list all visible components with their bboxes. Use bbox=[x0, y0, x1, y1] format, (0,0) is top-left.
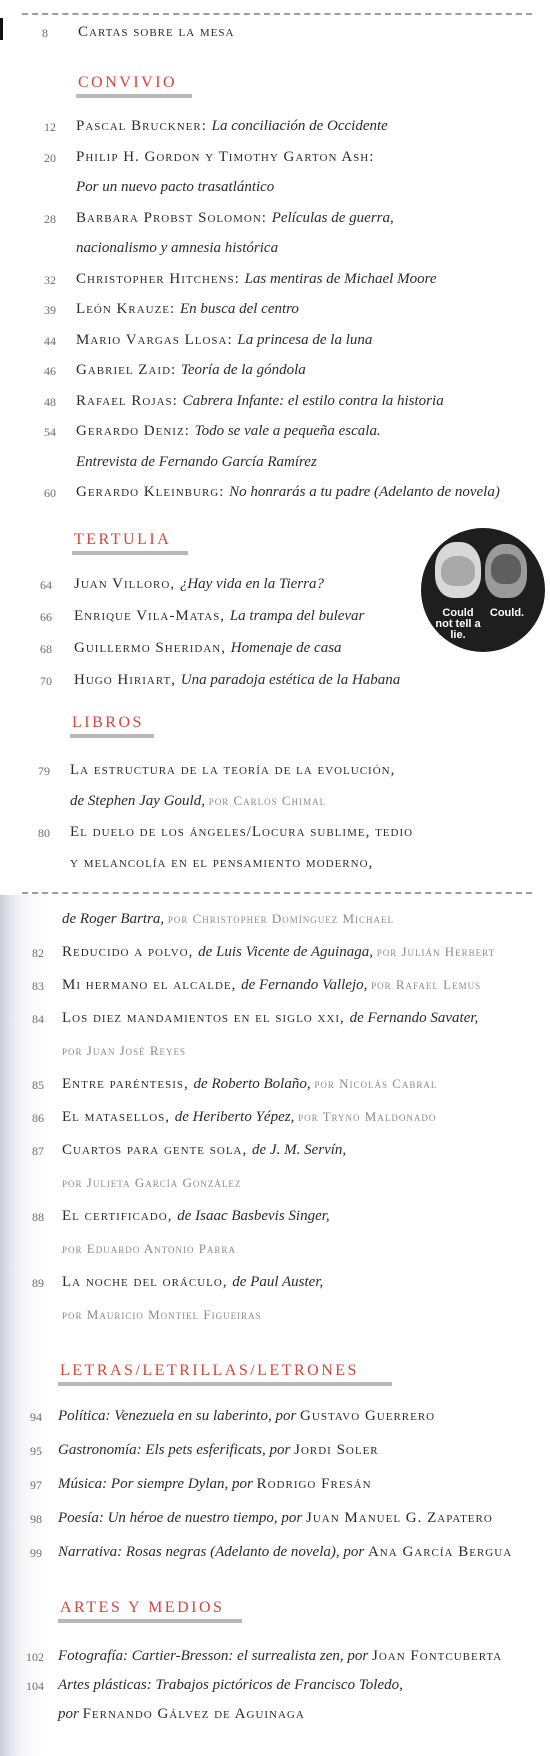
toc-entry bbox=[0, 1544, 550, 1568]
italic-title: Todo se vale a pequeña escala. bbox=[194, 423, 381, 439]
entry-text bbox=[62, 1043, 186, 1060]
author-or-title: Hugo Hiriart, bbox=[74, 672, 181, 688]
section-heading-libros: LIBROS bbox=[72, 714, 144, 731]
italic-title: ¿Hay vida en la Tierra? bbox=[179, 576, 324, 592]
entry-text bbox=[58, 1544, 512, 1561]
section-underline bbox=[72, 551, 188, 555]
page-number: 85 bbox=[32, 1078, 44, 1092]
middle-dashed-rule bbox=[22, 892, 532, 894]
toc-entry bbox=[0, 1175, 550, 1199]
page-number: 70 bbox=[40, 674, 52, 688]
section-underline bbox=[76, 94, 192, 98]
italic-title: Las mentiras de Michael Moore bbox=[244, 270, 437, 287]
entry-text bbox=[62, 1142, 346, 1159]
italic-title: Artes plásticas: Trabajos pictóricos de Francisco Toledo, bbox=[58, 1677, 403, 1693]
author-or-title: Ana García Bergua bbox=[367, 1544, 513, 1560]
entry-text bbox=[70, 824, 413, 841]
author-or-title: Fernando Gálvez de Aguinaga bbox=[82, 1706, 305, 1722]
entry-text bbox=[76, 149, 374, 166]
toc-entry bbox=[0, 1010, 550, 1034]
toc-entry bbox=[0, 271, 550, 295]
toc-entry bbox=[0, 1442, 550, 1466]
page-number: 95 bbox=[30, 1444, 42, 1458]
italic-title: Una paradoja estética de la Habana bbox=[180, 672, 401, 688]
toc-entry bbox=[0, 1274, 550, 1298]
author-or-title: La estructura de la teoría de la evolución, bbox=[70, 762, 396, 778]
entry-text bbox=[62, 1307, 262, 1324]
page-number: 98 bbox=[30, 1512, 42, 1526]
toc-entry bbox=[0, 762, 550, 786]
italic-title: de J. M. Servín, bbox=[252, 1142, 347, 1158]
author-or-title: Barbara Probst Solomon: bbox=[76, 209, 272, 226]
entry-text bbox=[58, 1442, 379, 1459]
page-number: 20 bbox=[44, 150, 56, 165]
author-or-title: Los diez mandamientos en el siglo xxi, bbox=[62, 1010, 350, 1026]
italic-title: Por un nuevo pacto trasatlántico bbox=[76, 179, 275, 195]
author-or-title: Cuartos para gente sola, bbox=[62, 1142, 253, 1158]
entry-text bbox=[74, 672, 400, 689]
author-or-title: Joan Fontcuberta bbox=[372, 1648, 503, 1664]
reviewer-name: por Christopher Domínguez Michael bbox=[167, 911, 395, 926]
italic-title: de Stephen Jay Gould, bbox=[70, 793, 209, 809]
page-number: 83 bbox=[32, 979, 44, 993]
toc-entry bbox=[0, 640, 550, 664]
author-or-title: Mario Vargas Llosa: bbox=[76, 331, 238, 348]
italic-title: Entrevista de Fernando García Ramírez bbox=[76, 453, 317, 470]
entry-text bbox=[78, 24, 234, 41]
toc-entry bbox=[0, 1208, 550, 1232]
author-or-title: Philip H. Gordon y Timothy Garton Ash: bbox=[76, 148, 375, 165]
page-number: 60 bbox=[44, 486, 56, 500]
toc-entry bbox=[0, 1706, 550, 1730]
entry-text bbox=[62, 1241, 236, 1258]
toc-entry bbox=[0, 1142, 550, 1166]
page-number: 66 bbox=[40, 610, 52, 624]
badge-left-caption: Could not tell a lie. bbox=[435, 607, 481, 641]
author-or-title: Gustavo Guerrero bbox=[300, 1408, 436, 1424]
reviewer-name: por Julieta García González bbox=[62, 1175, 242, 1190]
page-number: 84 bbox=[32, 1012, 44, 1026]
italic-title: En busca del centro bbox=[179, 301, 299, 317]
entry-text bbox=[76, 271, 437, 288]
author-or-title: Juan Manuel G. Zapatero bbox=[306, 1510, 493, 1526]
italic-title: de Isaac Basbevis Singer, bbox=[177, 1208, 330, 1224]
page-number: 97 bbox=[30, 1478, 42, 1492]
toc-entry bbox=[0, 1241, 550, 1265]
toc-entry bbox=[0, 1307, 550, 1331]
italic-title: La princesa de la luna bbox=[237, 331, 373, 348]
italic-title: Homenaje de casa bbox=[230, 640, 342, 656]
entry-text bbox=[76, 301, 299, 318]
toc-entry bbox=[0, 484, 550, 508]
entry-text bbox=[76, 454, 317, 471]
italic-title: Narrativa: Rosas negras (Adelanto de novela), por bbox=[58, 1544, 368, 1560]
italic-title: de Fernando Vallejo, bbox=[241, 977, 372, 993]
toc-entry bbox=[0, 393, 550, 417]
italic-title: Fotografía: Cartier-Bresson: el surrealista zen, por bbox=[58, 1648, 372, 1664]
reviewer-name: por Nicolás Cabral bbox=[314, 1076, 438, 1091]
author-or-title: Christopher Hitchens: bbox=[76, 270, 245, 287]
reviewer-name: por Rafael Lemus bbox=[371, 977, 482, 992]
toc-entry bbox=[0, 1076, 550, 1100]
author-or-title: Rafael Rojas: bbox=[76, 392, 183, 409]
entry-text bbox=[76, 484, 500, 501]
entry-text bbox=[62, 1175, 241, 1192]
entry-text bbox=[58, 1476, 372, 1493]
entry-text bbox=[62, 944, 495, 961]
reviewer-name: por Mauricio Montiel Figueiras bbox=[62, 1307, 262, 1322]
entry-text bbox=[76, 240, 278, 257]
entry-text bbox=[76, 179, 274, 196]
toc-entry bbox=[0, 362, 550, 386]
author-or-title: El certificado, bbox=[62, 1208, 178, 1224]
entry-text bbox=[74, 608, 364, 625]
page-number: 12 bbox=[44, 120, 56, 134]
toc-entry bbox=[0, 1109, 550, 1133]
italic-title: de Paul Auster, bbox=[232, 1274, 324, 1290]
author-or-title: El matasellos, bbox=[62, 1109, 175, 1125]
toc-entry bbox=[0, 793, 550, 817]
page-number: 44 bbox=[44, 333, 56, 348]
toc-entry bbox=[0, 118, 550, 142]
section-underline bbox=[70, 734, 154, 738]
top-dashed-rule bbox=[22, 13, 532, 15]
toc-entry bbox=[0, 423, 550, 447]
italic-title: nacionalismo y amnesia histórica bbox=[76, 240, 279, 256]
page-number: 54 bbox=[44, 425, 56, 439]
entry-text bbox=[76, 423, 381, 440]
author-or-title: y melancolía en el pensamiento moderno, bbox=[70, 855, 374, 871]
italic-title: La conciliación de Occidente bbox=[211, 118, 388, 134]
entry-text bbox=[76, 210, 394, 227]
author-or-title: Gerardo Deniz: bbox=[76, 423, 195, 439]
italic-title: de Heriberto Yépez, bbox=[174, 1109, 299, 1125]
toc-entry bbox=[0, 944, 550, 968]
italic-title: Música: Por siempre Dylan, por bbox=[58, 1476, 257, 1492]
reviewer-name: por Tryno Maldonado bbox=[298, 1109, 437, 1124]
entry-text bbox=[62, 977, 481, 994]
entry-text bbox=[74, 576, 324, 593]
entry-text bbox=[62, 1076, 437, 1093]
toc-entry bbox=[0, 454, 550, 478]
author-or-title: Mi hermano el alcalde, bbox=[62, 977, 242, 993]
page-number: 88 bbox=[32, 1210, 44, 1224]
page-number: 64 bbox=[40, 578, 52, 592]
page-number: 80 bbox=[38, 826, 50, 840]
toc-entry bbox=[0, 608, 550, 632]
toc-entry bbox=[0, 1677, 550, 1701]
entry-text bbox=[70, 762, 395, 779]
author-or-title: Reducido a polvo, bbox=[62, 944, 199, 960]
italic-title: de Luis Vicente de Aguinaga, bbox=[198, 944, 377, 960]
entry-text bbox=[58, 1510, 493, 1527]
italic-title: Películas de guerra, bbox=[271, 209, 394, 226]
author-or-title: Juan Villoro, bbox=[74, 576, 180, 592]
entry-text bbox=[76, 118, 388, 135]
toc-entry bbox=[0, 332, 550, 356]
page-number: 94 bbox=[30, 1410, 42, 1424]
badge-right-caption: Could. bbox=[489, 607, 525, 619]
author-or-title: La noche del oráculo, bbox=[62, 1274, 233, 1290]
author-or-title: Pascal Bruckner: bbox=[76, 118, 212, 134]
toc-entry bbox=[0, 301, 550, 325]
reviewer-name: por Juan José Reyes bbox=[62, 1043, 187, 1058]
page-number: 102 bbox=[26, 1650, 44, 1664]
toc-entry bbox=[0, 210, 550, 234]
entry-text bbox=[62, 1208, 330, 1225]
toc-entry bbox=[0, 24, 550, 48]
toc-entry bbox=[0, 1510, 550, 1534]
section-heading-letras: LETRAS/LETRILLAS/LETRONES bbox=[60, 1362, 359, 1379]
toc-entry bbox=[0, 977, 550, 1001]
entry-text bbox=[62, 1274, 323, 1291]
page-number: 89 bbox=[32, 1276, 44, 1290]
italic-title: No honrarás a tu padre (Adelanto de novela) bbox=[229, 484, 500, 500]
page-number: 104 bbox=[26, 1679, 44, 1693]
author-or-title: Enrique Vila-Matas, bbox=[74, 608, 230, 624]
author-or-title: Cartas sobre la mesa bbox=[78, 24, 235, 40]
page-number: 32 bbox=[44, 272, 56, 287]
toc-entry bbox=[0, 576, 550, 600]
entry-text bbox=[70, 855, 373, 872]
italic-title: de Roger Bartra, bbox=[62, 911, 168, 927]
section-underline bbox=[58, 1382, 392, 1386]
entry-text bbox=[74, 640, 342, 657]
toc-entry bbox=[0, 179, 550, 203]
page-number: 86 bbox=[32, 1111, 44, 1125]
italic-title: de Fernando Savater, bbox=[349, 1010, 479, 1026]
toc-entry bbox=[0, 1408, 550, 1432]
section-heading-convivio: CONVIVIO bbox=[78, 74, 178, 91]
entry-text bbox=[76, 362, 306, 379]
section-heading-artes: ARTES Y MEDIOS bbox=[60, 1599, 225, 1616]
page-number: 99 bbox=[30, 1546, 42, 1560]
author-or-title: Guillermo Sheridan, bbox=[74, 640, 231, 656]
author-or-title: Rodrigo Fresán bbox=[256, 1476, 372, 1492]
toc-entry bbox=[0, 1043, 550, 1067]
italic-title: por bbox=[58, 1706, 83, 1722]
author-or-title: Entre paréntesis, bbox=[62, 1076, 194, 1092]
italic-title: La trampa del bulevar bbox=[229, 608, 365, 624]
reviewer-name: por Eduardo Antonio Parra bbox=[62, 1241, 236, 1256]
entry-text bbox=[58, 1408, 435, 1425]
entry-text bbox=[76, 393, 444, 410]
section-underline bbox=[58, 1619, 242, 1623]
toc-entry bbox=[0, 672, 550, 696]
italic-title: Poesía: Un héroe de nuestro tiempo, por bbox=[58, 1510, 307, 1526]
page-number: 39 bbox=[44, 303, 56, 317]
page-number: 79 bbox=[38, 764, 50, 778]
italic-title: Gastronomía: Els pets esferificats, por bbox=[58, 1442, 295, 1458]
reviewer-name: por Julián Herbert bbox=[376, 944, 496, 959]
toc-entry bbox=[0, 1648, 550, 1672]
italic-title: Política: Venezuela en su laberinto, por bbox=[58, 1408, 301, 1424]
page-number: 82 bbox=[32, 946, 44, 960]
page-number: 68 bbox=[40, 642, 52, 656]
entry-text bbox=[62, 1010, 478, 1027]
section-heading-tertulia: TERTULIA bbox=[74, 531, 172, 548]
entry-text bbox=[58, 1677, 403, 1694]
italic-title: Cabrera Infante: el estilo contra la historia bbox=[182, 392, 444, 409]
author-or-title: Gerardo Kleinburg: bbox=[76, 484, 230, 500]
toc-entry bbox=[0, 855, 550, 879]
italic-title: Teoría de la góndola bbox=[180, 362, 306, 378]
author-or-title: León Krauze: bbox=[76, 301, 180, 317]
page-number: 87 bbox=[32, 1144, 44, 1158]
italic-title: de Roberto Bolaño, bbox=[193, 1076, 315, 1092]
author-or-title: El duelo de los ángeles/Locura sublime, tedio bbox=[70, 824, 414, 840]
entry-text bbox=[76, 332, 372, 349]
toc-entry bbox=[0, 911, 550, 935]
page-number: 48 bbox=[44, 394, 56, 409]
entry-text bbox=[70, 793, 326, 810]
toc-entry bbox=[0, 240, 550, 264]
toc-entry bbox=[0, 824, 550, 848]
entry-text bbox=[58, 1648, 502, 1665]
page-number: 8 bbox=[42, 26, 48, 40]
page-number: 46 bbox=[44, 364, 56, 378]
entry-text bbox=[58, 1706, 305, 1723]
author-or-title: Gabriel Zaid: bbox=[76, 362, 181, 378]
toc-entry bbox=[0, 1476, 550, 1500]
entry-text bbox=[62, 911, 394, 928]
reviewer-name: por Carlos Chimal bbox=[208, 793, 327, 808]
page-number: 28 bbox=[44, 211, 56, 226]
toc-entry bbox=[0, 149, 550, 173]
author-or-title: Jordi Soler bbox=[294, 1442, 379, 1458]
entry-text bbox=[62, 1109, 436, 1126]
